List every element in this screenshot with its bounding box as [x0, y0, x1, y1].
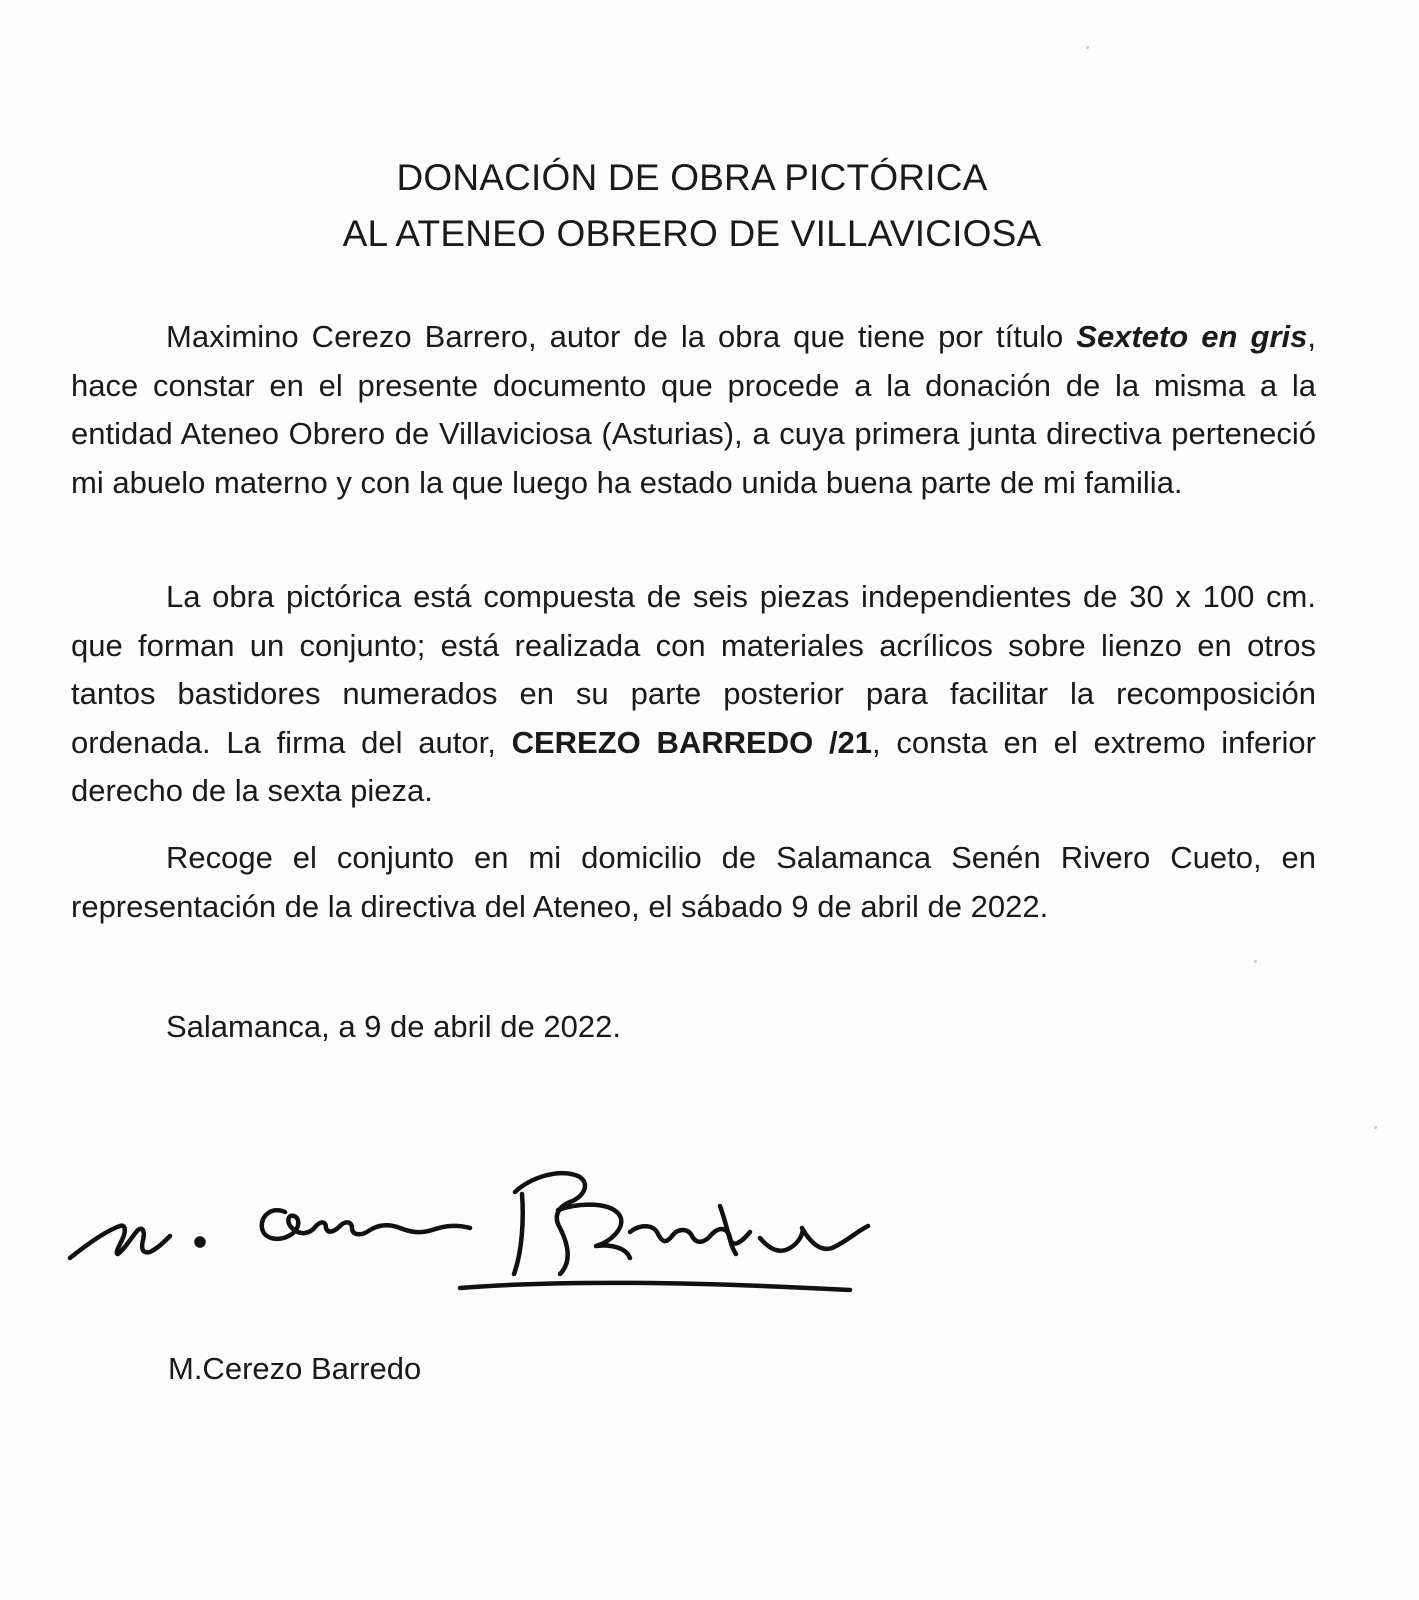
paragraph-collection: Recoge el conjunto en mi domicilio de Salamanca Senén Rivero Cueto, en representación de la directiva del Ateneo, el sábado 9 de abril de 2022.	[71, 840, 1316, 924]
document-title-line-2: AL ATENEO OBRERO DE VILLAVICIOSA	[342, 213, 1042, 254]
artwork-signature-mark: CEREZO BARREDO /21	[511, 724, 873, 760]
document-title-line-1: DONACIÓN DE OBRA PICTÓRICA	[396, 157, 988, 198]
paper-speck	[1254, 960, 1257, 963]
artwork-title: Sexteto en gris	[1076, 319, 1308, 354]
paper-speck	[1086, 46, 1089, 49]
paragraph-artwork-text-b: , consta en el extremo inferior derecho de la sexta pieza.	[71, 724, 1316, 808]
paragraph-donation-text-a: Maximino Cerezo Barrero, autor de la obra que tiene por título	[166, 319, 1077, 354]
paragraph-donation	[71, 313, 1316, 507]
signer-name: M.Cerezo Barredo	[168, 1351, 422, 1386]
paragraph-artwork-description	[71, 573, 1316, 816]
paragraph-donation-text-b: , hace constar en el presente documento que procede a la donación de la misma a la entidad Ateneo Obrero de Villaviciosa (Asturias), a cuya primera junta directiva perteneció mi abuelo materno y con la que luego ha estado unida buena parte de mi familia.	[71, 319, 1316, 500]
paragraph-artwork-text-a: La obra pictórica está compuesta de seis piezas independientes de 30 x 100 cm. que forman un conjunto; está realizada con materiales acrílicos sobre lienzo en otros tantos bastidores numerados en su parte posterior para facilitar la recomposición ordenada. La firma del autor,	[71, 579, 1316, 760]
handwritten-signature	[60, 1170, 900, 1340]
place-and-date: Salamanca, a 9 de abril de 2022.	[166, 1009, 621, 1044]
paper-speck	[1374, 1126, 1377, 1129]
